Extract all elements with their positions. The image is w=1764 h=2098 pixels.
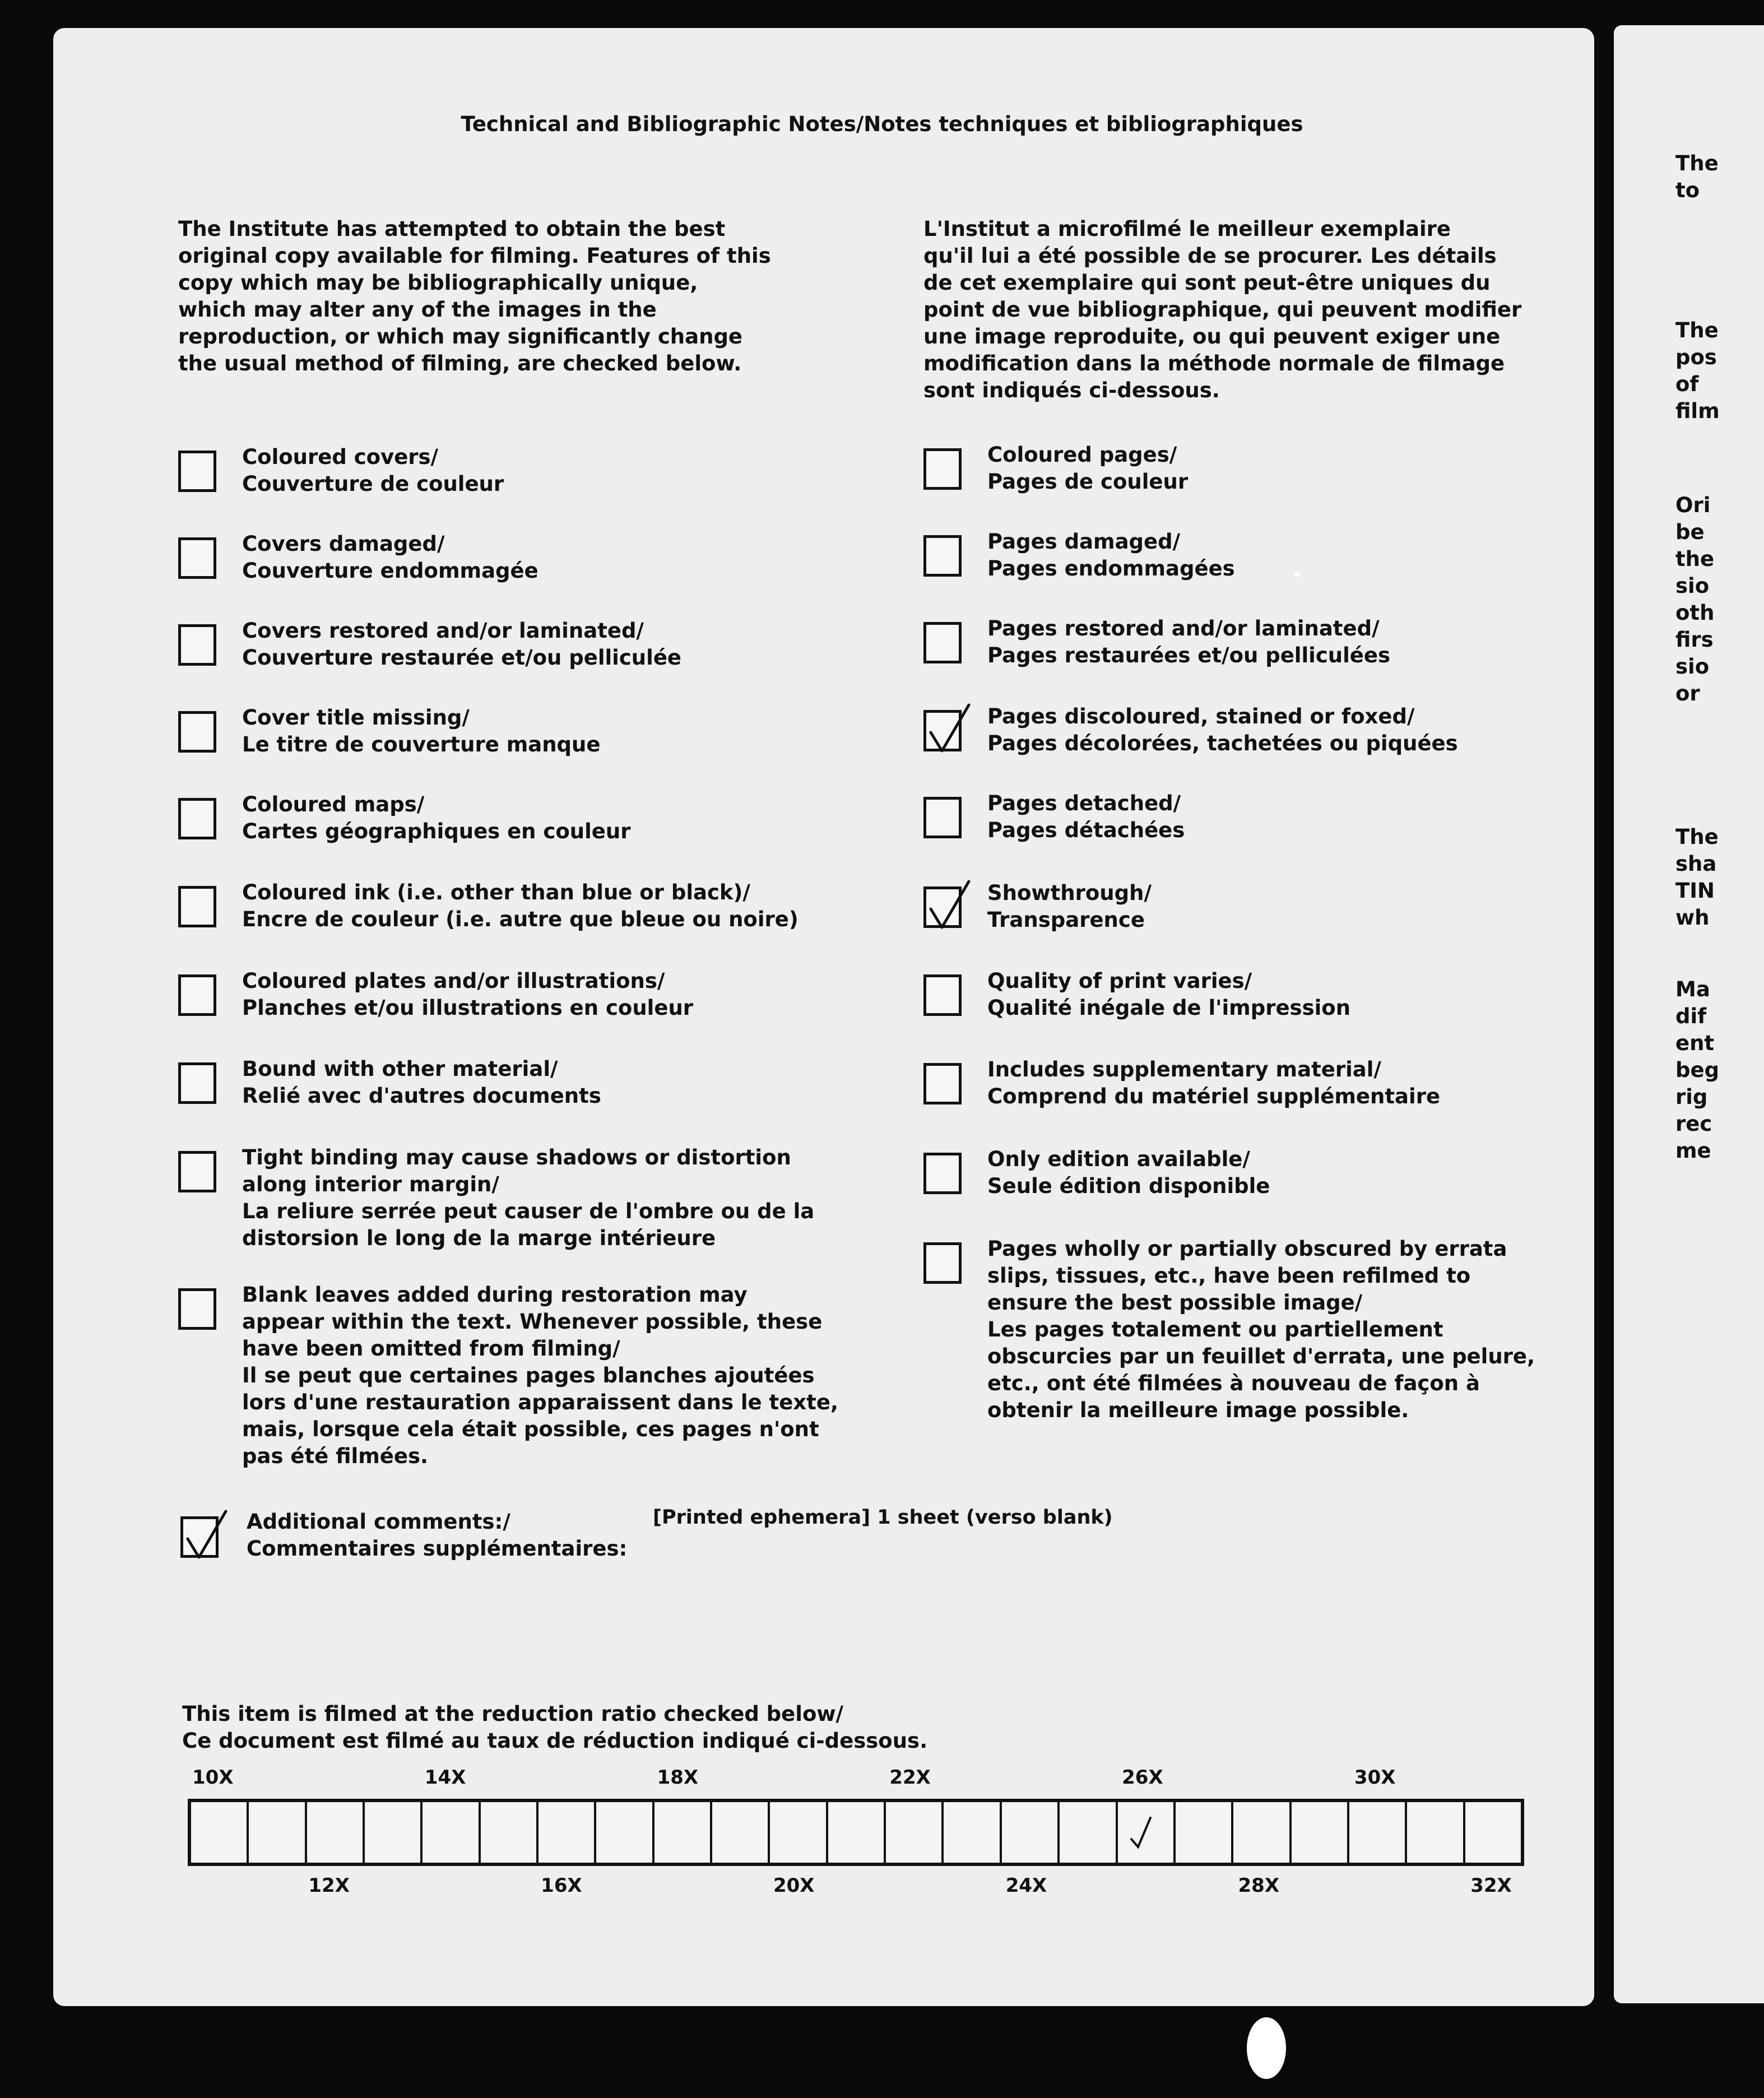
checklist-label bbox=[242, 704, 600, 758]
text-line: This item is filmed at the reduction ratio checked below/ bbox=[182, 1702, 844, 1726]
text-line: The bbox=[1675, 318, 1719, 342]
checkbox[interactable] bbox=[178, 1151, 216, 1192]
checkbox[interactable] bbox=[923, 1242, 962, 1284]
text-line: Les pages totalement ou partiellement bbox=[987, 1317, 1443, 1342]
text-line: me bbox=[1675, 1139, 1711, 1163]
text-line: Couverture restaurée et/ou pelliculée bbox=[242, 646, 682, 670]
text-line: modification dans la méthode normale de filmage bbox=[923, 351, 1505, 375]
ratio-cell[interactable] bbox=[539, 1802, 596, 1863]
text-line: Qualité inégale de l'impression bbox=[987, 996, 1351, 1020]
comment-value: [Printed ephemera] 1 sheet (verso blank) bbox=[653, 1506, 1113, 1529]
text-line: Pages damaged/ bbox=[987, 530, 1181, 554]
text-line: slips, tissues, etc., have been refilmed to bbox=[987, 1264, 1471, 1288]
text-line: Couverture endommagée bbox=[242, 559, 539, 583]
text-line: ensure the best possible image/ bbox=[987, 1291, 1363, 1315]
text-line: The bbox=[1675, 151, 1719, 175]
ratio-cell[interactable] bbox=[1465, 1802, 1521, 1863]
text-line: Tight binding may cause shadows or distortion bbox=[242, 1145, 791, 1169]
checkbox[interactable] bbox=[923, 797, 962, 838]
checklist-label bbox=[987, 1236, 1535, 1424]
text-line: Coloured maps/ bbox=[242, 792, 425, 816]
text-line: Pages de couleur bbox=[987, 470, 1189, 494]
text-line: of bbox=[1675, 372, 1699, 396]
checkbox[interactable] bbox=[180, 1516, 219, 1558]
text-line: Planches et/ou illustrations en couleur bbox=[242, 996, 694, 1020]
checkbox[interactable] bbox=[178, 711, 216, 753]
checklist-label bbox=[242, 879, 799, 933]
text-line: rig bbox=[1675, 1085, 1708, 1109]
text-line: Pages restaurées et/ou pelliculées bbox=[987, 643, 1391, 667]
ratio-label: 24X bbox=[1005, 1874, 1047, 1897]
checklist-label bbox=[987, 615, 1390, 669]
text-line: distorsion le long de la marge intérieure bbox=[242, 1226, 716, 1250]
ratio-cell[interactable] bbox=[1349, 1802, 1407, 1863]
checkbox[interactable] bbox=[923, 535, 962, 577]
ratio-cell[interactable] bbox=[944, 1802, 1001, 1863]
next-page-text bbox=[1675, 492, 1714, 707]
text-line: mais, lorsque cela était possible, ces pages n'ont bbox=[242, 1417, 819, 1441]
text-line: sio bbox=[1675, 655, 1710, 679]
text-line: the usual method of filming, are checked below. bbox=[178, 351, 742, 375]
text-line: oth bbox=[1675, 601, 1715, 625]
text-line: sha bbox=[1675, 852, 1717, 876]
text-line: Coloured pages/ bbox=[987, 443, 1177, 467]
text-line: Le titre de couverture manque bbox=[242, 732, 601, 756]
text-line: film bbox=[1675, 399, 1720, 423]
text-line: have been omitted from filming/ bbox=[242, 1336, 620, 1361]
text-line: reproduction, or which may significantly change bbox=[178, 324, 743, 349]
ratio-label: 22X bbox=[889, 1766, 931, 1789]
ratio-label: 10X bbox=[192, 1766, 234, 1789]
text-line: Ce document est filmé au taux de réduction indiqué ci-dessous. bbox=[182, 1729, 928, 1753]
ratio-cell[interactable] bbox=[307, 1802, 365, 1863]
checklist-label bbox=[242, 1056, 601, 1110]
text-line: sont indiqués ci-dessous. bbox=[923, 378, 1220, 402]
checklist-label bbox=[987, 880, 1152, 934]
text-line: Coloured ink (i.e. other than blue or black)/ bbox=[242, 880, 750, 904]
text-line: dif bbox=[1675, 1004, 1707, 1028]
ratio-label: 20X bbox=[773, 1874, 815, 1897]
ratio-label: 26X bbox=[1122, 1766, 1163, 1789]
ratio-cell[interactable] bbox=[481, 1802, 539, 1863]
ratio-cell[interactable] bbox=[828, 1802, 886, 1863]
checklist-label bbox=[242, 968, 693, 1022]
checkmark-icon bbox=[1126, 1810, 1159, 1855]
text-line: L'Institut a microfilmé le meilleur exemplaire bbox=[923, 217, 1451, 241]
text-line: Pages décolorées, tachetées ou piquées bbox=[987, 731, 1458, 755]
checklist-label bbox=[242, 1282, 838, 1470]
next-page-text bbox=[1675, 824, 1719, 931]
ratio-cell[interactable] bbox=[886, 1802, 944, 1863]
text-line: beg bbox=[1675, 1058, 1720, 1082]
reduction-ratio-text bbox=[182, 1701, 927, 1754]
text-line: The Institute has attempted to obtain the best bbox=[178, 217, 726, 241]
checklist-label bbox=[987, 1056, 1440, 1110]
text-line: which may alter any of the images in the bbox=[178, 298, 657, 322]
text-line: Coloured covers/ bbox=[242, 445, 439, 469]
text-line: The bbox=[1675, 825, 1719, 849]
checkbox[interactable] bbox=[923, 1153, 962, 1194]
text-line: sio bbox=[1675, 574, 1710, 598]
text-line: Ma bbox=[1675, 977, 1710, 1001]
text-line: firs bbox=[1675, 628, 1714, 652]
checkbox[interactable] bbox=[923, 886, 962, 928]
text-line: TIN bbox=[1675, 879, 1715, 903]
text-line: qu'il lui a été possible de se procurer. Les détails bbox=[923, 244, 1497, 268]
checklist-label bbox=[987, 968, 1350, 1022]
text-line: Bound with other material/ bbox=[242, 1057, 558, 1081]
text-line: Commentaires supplémentaires: bbox=[247, 1537, 628, 1561]
checklist-label bbox=[987, 790, 1185, 844]
text-line: to bbox=[1675, 178, 1700, 202]
checkbox[interactable] bbox=[178, 886, 216, 927]
text-line: Seule édition disponible bbox=[987, 1174, 1270, 1198]
text-line: de cet exemplaire qui sont peut-être uniques du bbox=[923, 271, 1491, 295]
ratio-label: 14X bbox=[424, 1766, 466, 1789]
text-line: Only edition available/ bbox=[987, 1147, 1250, 1171]
ratio-label: 16X bbox=[541, 1874, 582, 1897]
text-line: Couverture de couleur bbox=[242, 472, 504, 496]
ratio-label: 28X bbox=[1238, 1874, 1280, 1897]
ratio-cell[interactable] bbox=[596, 1802, 654, 1863]
text-line: lors d'une restauration apparaissent dans le texte, bbox=[242, 1390, 839, 1414]
ratio-label: 30X bbox=[1354, 1766, 1396, 1789]
next-page-text bbox=[1675, 150, 1719, 204]
checkmark-icon bbox=[923, 702, 973, 758]
text-line: ent bbox=[1675, 1031, 1715, 1055]
text-line: Includes supplementary material/ bbox=[987, 1057, 1381, 1082]
text-line: obscurcies par un feuillet d'errata, une pelure, bbox=[987, 1344, 1535, 1368]
checkbox[interactable] bbox=[923, 710, 962, 751]
text-line: Ori bbox=[1675, 493, 1711, 517]
ratio-cell[interactable] bbox=[1407, 1802, 1465, 1863]
ratio-label: 18X bbox=[657, 1766, 699, 1789]
text-line: Coloured plates and/or illustrations/ bbox=[242, 969, 665, 993]
comments-label bbox=[247, 1508, 627, 1562]
ratio-cell[interactable] bbox=[365, 1802, 423, 1863]
text-line: point de vue bibliographique, qui peuvent modifier bbox=[923, 298, 1522, 322]
film-speck bbox=[1247, 2017, 1286, 2079]
text-line: Covers restored and/or laminated/ bbox=[242, 619, 644, 643]
text-line: La reliure serrée peut causer de l'ombre ou de la bbox=[242, 1199, 815, 1223]
checkmark-icon bbox=[923, 878, 973, 934]
text-line: etc., ont été filmées à nouveau de façon à bbox=[987, 1371, 1480, 1395]
text-line: rec bbox=[1675, 1112, 1712, 1136]
text-line: Encre de couleur (i.e. autre que bleue ou noire) bbox=[242, 907, 799, 931]
text-line: Pages restored and/or laminated/ bbox=[987, 616, 1380, 640]
ratio-cell[interactable] bbox=[1060, 1802, 1117, 1863]
checkbox[interactable] bbox=[923, 1063, 962, 1104]
checklist-label bbox=[987, 703, 1458, 757]
checklist-label bbox=[987, 442, 1188, 495]
next-page-text bbox=[1675, 317, 1720, 425]
checklist-label bbox=[987, 528, 1235, 582]
intro-french bbox=[923, 216, 1521, 404]
ratio-label: 32X bbox=[1470, 1874, 1512, 1897]
text-line: pas été filmées. bbox=[242, 1444, 429, 1468]
text-line: une image reproduite, ou qui peuvent exiger une bbox=[923, 324, 1501, 349]
ratio-label: 12X bbox=[308, 1874, 350, 1897]
checkbox[interactable] bbox=[178, 537, 216, 579]
checkbox[interactable] bbox=[923, 448, 962, 490]
checklist-label bbox=[242, 1144, 814, 1252]
checkbox[interactable] bbox=[178, 974, 216, 1016]
checklist-label bbox=[242, 618, 681, 671]
ratio-cell[interactable] bbox=[770, 1802, 828, 1863]
text-line: or bbox=[1675, 681, 1700, 705]
ratio-cell[interactable] bbox=[423, 1802, 480, 1863]
ratio-cell[interactable] bbox=[1002, 1802, 1060, 1863]
text-line: Il se peut que certaines pages blanches ajoutées bbox=[242, 1363, 815, 1387]
checkbox[interactable] bbox=[178, 1288, 216, 1330]
next-page-text bbox=[1675, 976, 1719, 1164]
checkbox[interactable] bbox=[178, 1062, 216, 1104]
text-line: Relié avec d'autres documents bbox=[242, 1084, 601, 1108]
text-line: Comprend du matériel supplémentaire bbox=[987, 1084, 1441, 1108]
ratio-cell[interactable] bbox=[1292, 1802, 1349, 1863]
text-line: Pages endommagées bbox=[987, 556, 1235, 581]
checkbox[interactable] bbox=[178, 451, 216, 492]
ratio-cell[interactable] bbox=[249, 1802, 307, 1863]
checklist-label bbox=[242, 531, 539, 584]
ratio-cell[interactable] bbox=[1176, 1802, 1233, 1863]
checkbox[interactable] bbox=[178, 798, 216, 839]
ratio-cell[interactable] bbox=[654, 1802, 712, 1863]
text-line: Additional comments:/ bbox=[247, 1510, 510, 1534]
ratio-cell[interactable] bbox=[191, 1802, 249, 1863]
text-line: copy which may be bibliographically unique, bbox=[178, 271, 698, 295]
text-line: Pages wholly or partially obscured by errata bbox=[987, 1237, 1507, 1261]
ratio-cell[interactable] bbox=[712, 1802, 770, 1863]
checkbox[interactable] bbox=[178, 624, 216, 666]
page-title: Technical and Bibliographic Notes/Notes techniques et bibliographiques bbox=[461, 112, 1303, 136]
text-line: Pages discoloured, stained or foxed/ bbox=[987, 704, 1415, 728]
text-line: pos bbox=[1675, 345, 1717, 369]
text-line: appear within the text. Whenever possible, these bbox=[242, 1310, 823, 1334]
ratio-cell[interactable] bbox=[1118, 1802, 1176, 1863]
text-line: Pages détachées bbox=[987, 818, 1185, 842]
checklist-label bbox=[242, 791, 630, 845]
text-line: Blank leaves added during restoration may bbox=[242, 1283, 748, 1307]
text-line: Transparence bbox=[987, 908, 1145, 932]
text-line: obtenir la meilleure image possible. bbox=[987, 1398, 1409, 1422]
text-line: Cartes géographiques en couleur bbox=[242, 819, 631, 843]
ratio-cell[interactable] bbox=[1233, 1802, 1291, 1863]
text-line: Covers damaged/ bbox=[242, 532, 445, 556]
text-line: be bbox=[1675, 520, 1705, 544]
checkmark-icon bbox=[180, 1508, 230, 1564]
text-line: along interior margin/ bbox=[242, 1172, 499, 1196]
checklist-label bbox=[242, 444, 504, 498]
film-speck bbox=[1294, 572, 1300, 577]
checklist-label bbox=[987, 1146, 1270, 1200]
text-line: wh bbox=[1675, 906, 1710, 930]
text-line: original copy available for filming. Features of this bbox=[178, 244, 771, 268]
checkbox[interactable] bbox=[923, 622, 962, 663]
text-line: Showthrough/ bbox=[987, 881, 1152, 905]
text-line: Quality of print varies/ bbox=[987, 969, 1252, 993]
checkbox[interactable] bbox=[923, 974, 962, 1016]
text-line: Pages detached/ bbox=[987, 791, 1181, 815]
reduction-ratio-bar bbox=[188, 1799, 1524, 1866]
intro-english bbox=[178, 216, 771, 377]
text-line: the bbox=[1675, 547, 1715, 571]
text-line: Cover title missing/ bbox=[242, 705, 470, 730]
